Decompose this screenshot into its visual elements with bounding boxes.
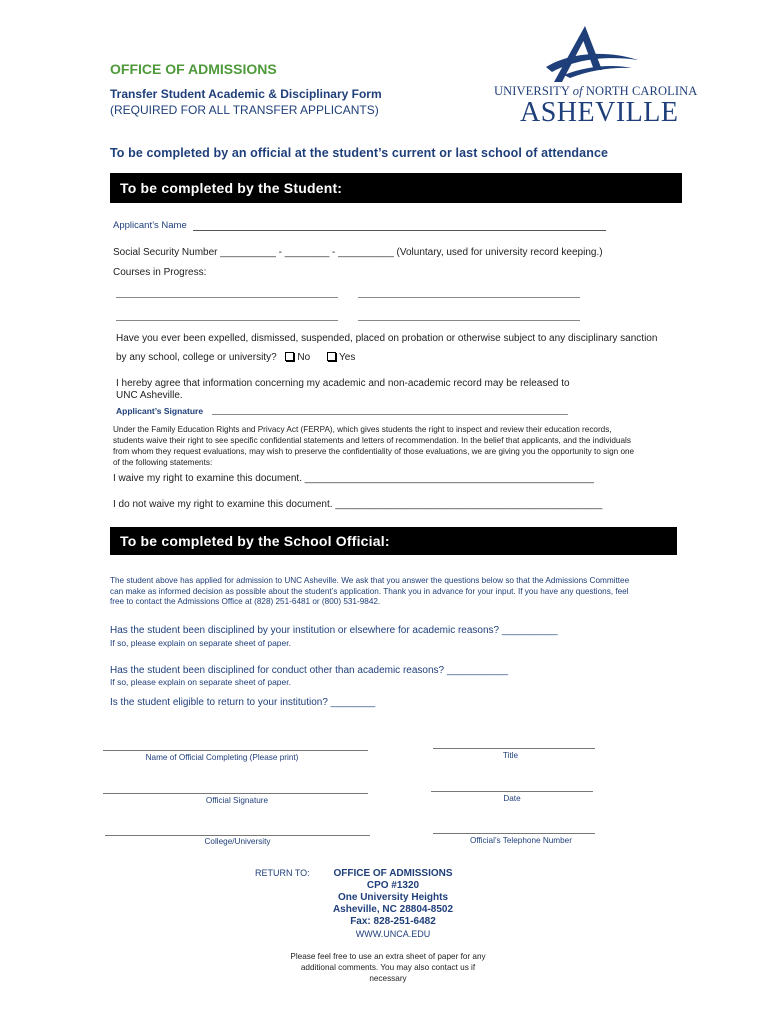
ssn-field[interactable]: Social Security Number __________ - ________ - __________ (Voluntary, used for university record keeping.) — [113, 247, 603, 258]
official-section-heading: To be completed by the School Official: — [110, 527, 677, 555]
footer-line-2: additional comments. You may also contact us if — [300, 963, 476, 972]
logo-text-north-carolina: NORTH CAROLINA — [582, 84, 698, 98]
official-name-label: Name of Official Completing (Please print) — [145, 753, 299, 762]
student-section-heading: To be completed by the Student: — [110, 173, 682, 203]
eligibility-question[interactable]: Is the student eligible to return to your institution? ________ — [110, 697, 376, 708]
release-agreement-line1: I hereby agree that information concerning my academic and non-academic record may be released to — [116, 378, 570, 389]
ferpa-line-2: students waive their right to see specific confidential statements and letters of recommendation. In the belief that applicants, and the individuals — [113, 436, 631, 445]
official-intro-line-3: free to contact the Admissions Office at (828) 251-6481 or (800) 531-9842. — [110, 597, 381, 606]
yes-checkbox[interactable] — [327, 352, 336, 361]
conduct-discipline-question[interactable]: Has the student been disciplined for conduct other than academic reasons? ___________ — [110, 665, 509, 676]
title-line[interactable] — [433, 748, 595, 749]
phone-label: Official’s Telephone Number — [470, 836, 572, 845]
unca-logo — [490, 22, 698, 128]
applicant-signature-label: Applicant’s Signature — [116, 406, 204, 416]
course-line-4[interactable] — [358, 320, 580, 321]
title-label: Title — [502, 751, 519, 760]
applicant-name-label: Applicant’s Name — [113, 220, 187, 231]
footer-line-1: Please feel free to use an extra sheet of paper for any — [290, 952, 486, 961]
date-label: Date — [503, 794, 521, 803]
college-label: College/University — [204, 837, 271, 846]
form-title: Transfer Student Academic & Disciplinary Form — [110, 87, 382, 101]
footer-line-3: necessary — [369, 974, 407, 983]
return-cpo: CPO #1320 — [366, 880, 420, 891]
course-line-2[interactable] — [358, 297, 580, 298]
academic-discipline-question[interactable]: Has the student been disciplined by your institution or elsewhere for academic reasons? __________ — [110, 625, 558, 636]
applicant-name-field[interactable] — [193, 230, 606, 231]
instruction-text: To be completed by an official at the student’s current or last school of attendance — [110, 146, 609, 160]
official-signature-label: Official Signature — [205, 796, 269, 805]
official-intro-line-2: can make as informed decision as possible about the student’s application. Thank you in advance for your input. If you have any questions, feel — [110, 586, 629, 596]
return-city: Asheville, NC 28804-8502 — [332, 904, 454, 915]
academic-discipline-note: If so, please explain on separate sheet of paper. — [110, 638, 291, 648]
course-line-3[interactable] — [116, 320, 338, 321]
phone-line[interactable] — [433, 833, 595, 834]
ferpa-line-1: Under the Family Education Rights and Privacy Act (FERPA), which gives students the right to inspect and review their education records, — [113, 425, 612, 434]
logo-text-asheville: ASHEVILLE — [520, 97, 679, 128]
return-office: OFFICE OF ADMISSIONS — [333, 868, 453, 879]
no-checkbox[interactable] — [285, 352, 294, 361]
return-website[interactable]: WWW.UNCA.EDU — [355, 929, 431, 939]
office-title: OFFICE OF ADMISSIONS — [110, 61, 277, 77]
return-fax: Fax: 828-251-6482 — [350, 916, 436, 927]
ferpa-line-4: of the following statements: — [113, 458, 213, 467]
disciplinary-question: Have you ever been expelled, dismissed, suspended, placed on probation or otherwise subject to any disciplinary sanction — [116, 333, 658, 344]
return-address — [318, 868, 468, 940]
official-intro-line-1: The student above has applied for admission to UNC Asheville. We ask that you answer the questions below so that the Admissions Committee — [110, 576, 630, 585]
logo-text-university: UNIVERSITY — [494, 84, 573, 98]
date-line[interactable] — [431, 791, 593, 792]
yes-label: Yes — [339, 352, 356, 363]
not-waive-statement[interactable]: I do not waive my right to examine this document. ________________________________________________ — [113, 499, 603, 510]
footer-note — [268, 951, 508, 984]
ferpa-paragraph — [113, 424, 634, 468]
form-subtitle: (REQUIRED FOR ALL TRANSFER APPLICANTS) — [110, 103, 379, 117]
return-street: One University Heights — [337, 892, 449, 903]
official-name-line[interactable] — [103, 750, 368, 751]
logo-mark-icon — [490, 22, 690, 87]
course-line-1[interactable] — [116, 297, 338, 298]
ferpa-line-3: from whom they request evaluations, may wish to preserve the confidentiality of those evaluations, we are giving you the opportunity to sign one — [113, 447, 635, 456]
courses-label: Courses in Progress: — [113, 267, 207, 278]
disciplinary-question-cont — [116, 352, 355, 363]
conduct-discipline-note: If so, please explain on separate sheet of paper. — [110, 677, 291, 687]
logo-text-of: of — [572, 84, 583, 98]
applicant-signature-field[interactable] — [212, 414, 568, 415]
official-signature-line[interactable] — [103, 793, 368, 794]
release-agreement-line2: UNC Asheville. — [116, 390, 183, 401]
return-to-label: RETURN TO: — [255, 868, 310, 878]
disciplinary-question-line2: by any school, college or university? — [116, 352, 277, 363]
official-intro — [110, 576, 629, 608]
waive-statement[interactable]: I waive my right to examine this document. ____________________________________________________ — [113, 473, 594, 484]
no-label: No — [297, 352, 311, 363]
